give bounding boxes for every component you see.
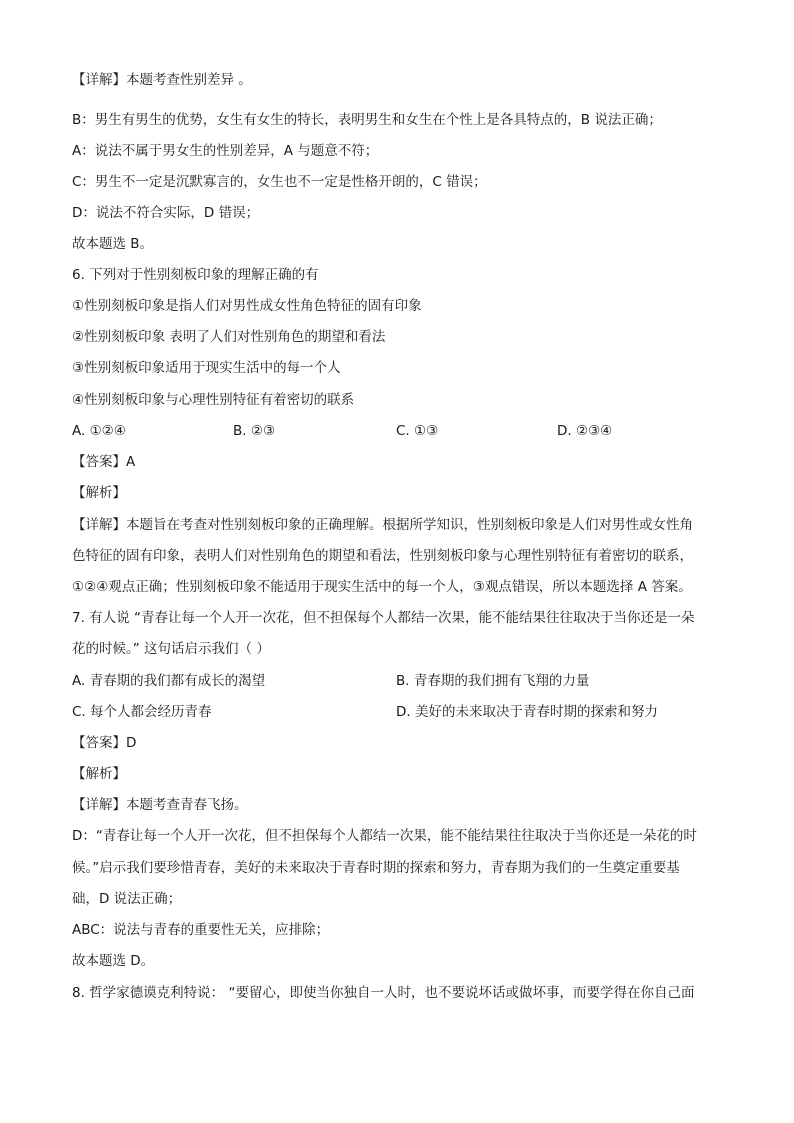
- explanation-header: 【详解】本题考查性别差异 。: [72, 72, 252, 88]
- q6-option-d: D. ②③④: [557, 423, 613, 439]
- explanation-line: 础，D 说法正确；: [72, 891, 182, 907]
- question-8-stem: 8. 哲学家德谟克利特说： “要留心，即使当你独自一人时，也不要说坏话或做坏事，而要学得在你自己面: [72, 985, 695, 1001]
- answer-label: 【答案】A: [72, 454, 136, 470]
- q7-option-d: D. 美好的未来取决于青春时期的探索和努力: [396, 704, 658, 720]
- q6-option-a: A. ①②④: [72, 423, 126, 439]
- explanation-line: 【详解】本题旨在考查对性别刻板印象的正确理解。根据所学知识，性别刻板印象是人们对男性或女性角: [72, 517, 693, 533]
- explanation-line: 色特征的固有印象，表明人们对性别角色的期望和看法，性别刻板印象与心理性别特征有着密切的联系，: [72, 548, 693, 564]
- explanation-line: ABC：说法与青春的重要性无关，应排除；: [72, 922, 330, 938]
- statement-2: ②性别刻板印象 表明了人们对性别角色的期望和看法: [72, 329, 386, 345]
- statement-4: ④性别刻板印象与心理性别特征有着密切的联系: [72, 392, 355, 408]
- question-7-stem: 7. 有人说 “青春让每一个人开一次花，但不担保每个人都结一次果，能不能结果往往取决于当你还是一朵: [72, 610, 695, 626]
- explanation-line: D：说法不符合实际，D 错误；: [72, 205, 260, 221]
- explanation-line: C：男生不一定是沉默寡言的，女生也不一定是性格开朗的，C 错误；: [72, 174, 487, 190]
- q7-option-c: C. 每个人都会经历青春: [72, 704, 212, 720]
- explanation-header: 【详解】本题考查青春飞扬。: [72, 797, 248, 813]
- question-7-stem: 花的时候。” 这句话启示我们（ ）: [72, 641, 270, 657]
- q6-option-b: B. ②③: [233, 423, 276, 439]
- conclusion-line: 故本题选 D。: [72, 953, 155, 969]
- explanation-line: 候。”启示我们要珍惜青春，美好的未来取决于青春时期的探索和努力，青春期为我们的一生奠定重要基: [72, 860, 680, 876]
- explanation-line: B：男生有男生的优势，女生有女生的特长，表明男生和女生在个性上是各具特点的，B 说法正确；: [72, 112, 662, 128]
- statement-1: ①性别刻板印象是指人们对男性成女性角色特征的固有印象: [72, 298, 422, 314]
- analysis-label: 【解析】: [72, 485, 126, 501]
- q7-option-b: B. 青春期的我们拥有飞翔的力量: [396, 673, 590, 689]
- analysis-label: 【解析】: [72, 766, 126, 782]
- conclusion-line: 故本题选 B。: [72, 236, 154, 252]
- explanation-line: ①②④观点正确；性别刻板印象不能适用于现实生活中的每一个人，③观点错误，所以本题选择 A 答案。: [72, 579, 692, 595]
- q6-option-c: C. ①③: [396, 423, 439, 439]
- question-6-stem: 6. 下列对于性别刻板印象的理解正确的有: [72, 267, 319, 283]
- q7-option-a: A. 青春期的我们都有成长的渴望: [72, 673, 266, 689]
- explanation-line: A：说法不属于男女生的性别差异，A 与题意不符；: [72, 143, 379, 159]
- answer-label: 【答案】D: [72, 735, 137, 751]
- statement-3: ③性别刻板印象适用于现实生活中的每一个人: [72, 360, 341, 376]
- explanation-line: D：“青春让每一个人开一次花，但不担保每个人都结一次果，能不能结果往往取决于当你还是一朵花的时: [72, 828, 697, 844]
